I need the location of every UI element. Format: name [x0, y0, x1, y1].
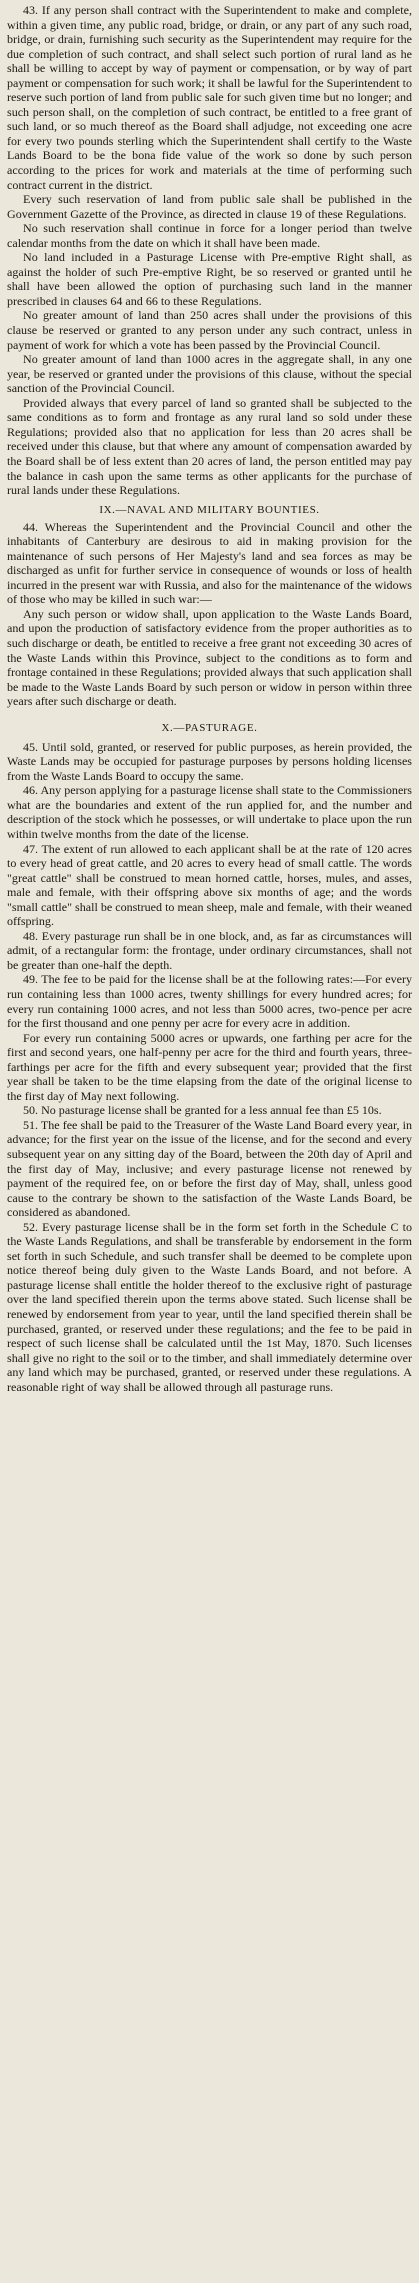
paragraph-clause-43: 43. If any person shall contract with the Superintendent to make and complete, within a given time, any public road, bridge, or drain, or any part of any such road, bridge, or drain, furnishing such security as the Superintendent may require for the due completion of such contract, and shall select such portion of rural land as he shall be willing to accept by way of payment or compensation, or by way of part payment or compensation for such work; it shall be lawful for the Superintendent to reserve such portion of land from public sale for such given time but no longer; and such person shall, on the completion of such contract, be entitled to a free grant of such land, or so much thereof as the Board shall adjudge, not exceeding one acre for every two pounds sterling which the Superintendent shall certify to the Waste Lands Board to be the bona fide value of the work so done by such person according to the prices for work and materials at the time of performing such contract current in the district. — [7, 3, 412, 192]
paragraph-clause-51: 51. The fee shall be paid to the Treasurer of the Waste Land Board every year, in advance; for the first year on the issue of the license, and for the second and every subsequent year on any sitting day of the Board, between the 20th day of April and the first day of May, inclusive; and every pasturage license not renewed by payment of the required fee, on or before the first day of May, shall, unless good cause to the contrary be shown to the satisfaction of the Waste Lands Board, be considered as abandoned. — [7, 1117, 412, 1220]
paragraph-reservation-period: No such reservation shall continue in force for a longer period than twelve calendar months from the date on which it shall have been made. — [7, 221, 412, 250]
paragraph-clause-45: 45. Until sold, granted, or reserved for public purposes, as herein provided, the Waste Lands may be occupied for pasturage purposes by persons holding licenses from the Waste Lands Board to occupy the same. — [7, 739, 412, 783]
paragraph-clause-44: 44. Whereas the Superintendent and the Provincial Council and other the inhabitants of Canterbury are desirous to aid in making provision for the maintenance of such persons of Her Majesty's land and sea forces as may be discharged as unfit for further service in consequence of wounds or loss of health incurred in the present war with Russia, and also for the maintenance of the widows of those who may be killed in such war:— — [7, 519, 412, 607]
paragraph-widow-grant: Any such person or widow shall, upon application to the Waste Lands Board, and upon the production of satisfactory evidence from the proper authorities as to such discharge or death, be entitled to receive a free grant not exceeding 30 acres of the Waste Lands within this Province, subject to the conditions as to form and frontage contained in these Regulations; provided always that such application shall be made to the Waste Lands Board by such person or widow in person within three years after such discharge or death. — [7, 606, 412, 709]
section-heading: IX.—NAVAL AND MILITARY BOUNTIES. — [99, 503, 320, 516]
paragraph-clause-49: 49. The fee to be paid for the license shall be at the following rates:—For every run containing less than 1000 acres, twenty shillings for every hundred acres; for every run containing 1000 acres, and not less than 5000 acres, two-pence per acre for the first thousand and one penny per acre for every acre in addition. — [7, 972, 412, 1031]
paragraph-clause-48: 48. Every pasturage run shall be in one block, and, as far as circumstances will admit, of a rectangular form: the frontage, under ordinary circumstances, shall not be greater than one-half the depth. — [7, 928, 412, 972]
paragraph-proviso: Provided always that every parcel of land so granted shall be subjected to the same conditions as to form and frontage as any rural land so sold under these Regulations; provided also that no application for less than 20 acres shall be received under this clause, but that where any amount of compensation awarded by the Board shall be of less extent than 20 acres of land, the person entitled may pay the balance in cash upon the same terms as other applicants for the purchase of rural lands under these Regulations. — [7, 395, 412, 498]
paragraph-pre-emptive-right: No land included in a Pasturage License with Pre-emptive Right shall, as against the holder of such Pre-emptive Right, be so reserved or granted until he shall have been allowed the option of purchasing such land in the manner prescribed in clauses 64 and 66 to these Regulations. — [7, 250, 412, 308]
paragraph-large-runs: For every run containing 5000 acres or upwards, one farthing per acre for the first and second years, one half-penny per acre for the third and fourth years, three-farthings per acre for the fifth and every subsequent year; provided that the first year shall be taken to be the time elapsing from the date of the original license to the first day of May next following. — [7, 1030, 412, 1103]
paragraph-limit-1000: No greater amount of land than 1000 acres in the aggregate shall, in any one year, be reserved or granted under the provisions of this clause, without the special sanction of the Provincial Council. — [7, 352, 412, 396]
paragraph-clause-46: 46. Any person applying for a pasturage license shall state to the Commissioners what are the boundaries and extent of the run applied for, and the number and description of the stock which he possesses, or will undertake to place upon the run within twelve months from the date of the license. — [7, 783, 412, 841]
section-naval-military-bounties — [7, 503, 412, 709]
section-contracts — [7, 3, 412, 498]
paragraph-limit-250: No greater amount of land than 250 acres shall under the provisions of this clause be reserved or granted to any person under any such contract, unless in payment of work for which a vote has been passed by the Provincial Council. — [7, 308, 412, 352]
paragraph-clause-50: 50. No pasturage license shall be granted for a less annual fee than £5 10s. — [23, 1103, 382, 1118]
section-pasturage — [7, 721, 412, 1395]
paragraph-clause-47: 47. The extent of run allowed to each applicant shall be at the rate of 120 acres to every head of great cattle, and 20 acres to every head of small cattle. The words "great cattle" shall be construed to mean horned cattle, horses, mules, and asses, male and female, with their offspring above six months of age; and the words "small cattle" shall be construed to mean sheep, male and female, with their weaned offspring. — [7, 841, 412, 929]
paragraph-clause-52: 52. Every pasturage license shall be in the form set forth in the Schedule C to the Waste Lands Regulations, and shall be transferable by endorsement in the form set forth in such Schedule, and such transfer shall be deemed to be complete upon notice thereof being duly given to the Waste Lands Board, and not before. A pasturage license shall entitle the holder thereof to the exclusive right of pasturage over the land specified therein upon the terms above stated. Such license shall be renewed by endorsement from year to year, until the land specified therein shall be purchased, granted, or reserved under these regulations; and the fee to be paid in respect of such license shall be calculated until the 1st May, 1870. Such licenses shall give no right to the soil or to the timber, and shall immediately determine over any land which may be purchased, granted, or reserved under these regulations. A reasonable right of way shall be allowed through all pasturage runs. — [7, 1219, 412, 1394]
section-heading: X.—PASTURAGE. — [161, 721, 258, 734]
paragraph-publication: Every such reservation of land from public sale shall be published in the Government Gazette of the Province, as directed in clause 19 of these Regulations. — [7, 192, 412, 221]
